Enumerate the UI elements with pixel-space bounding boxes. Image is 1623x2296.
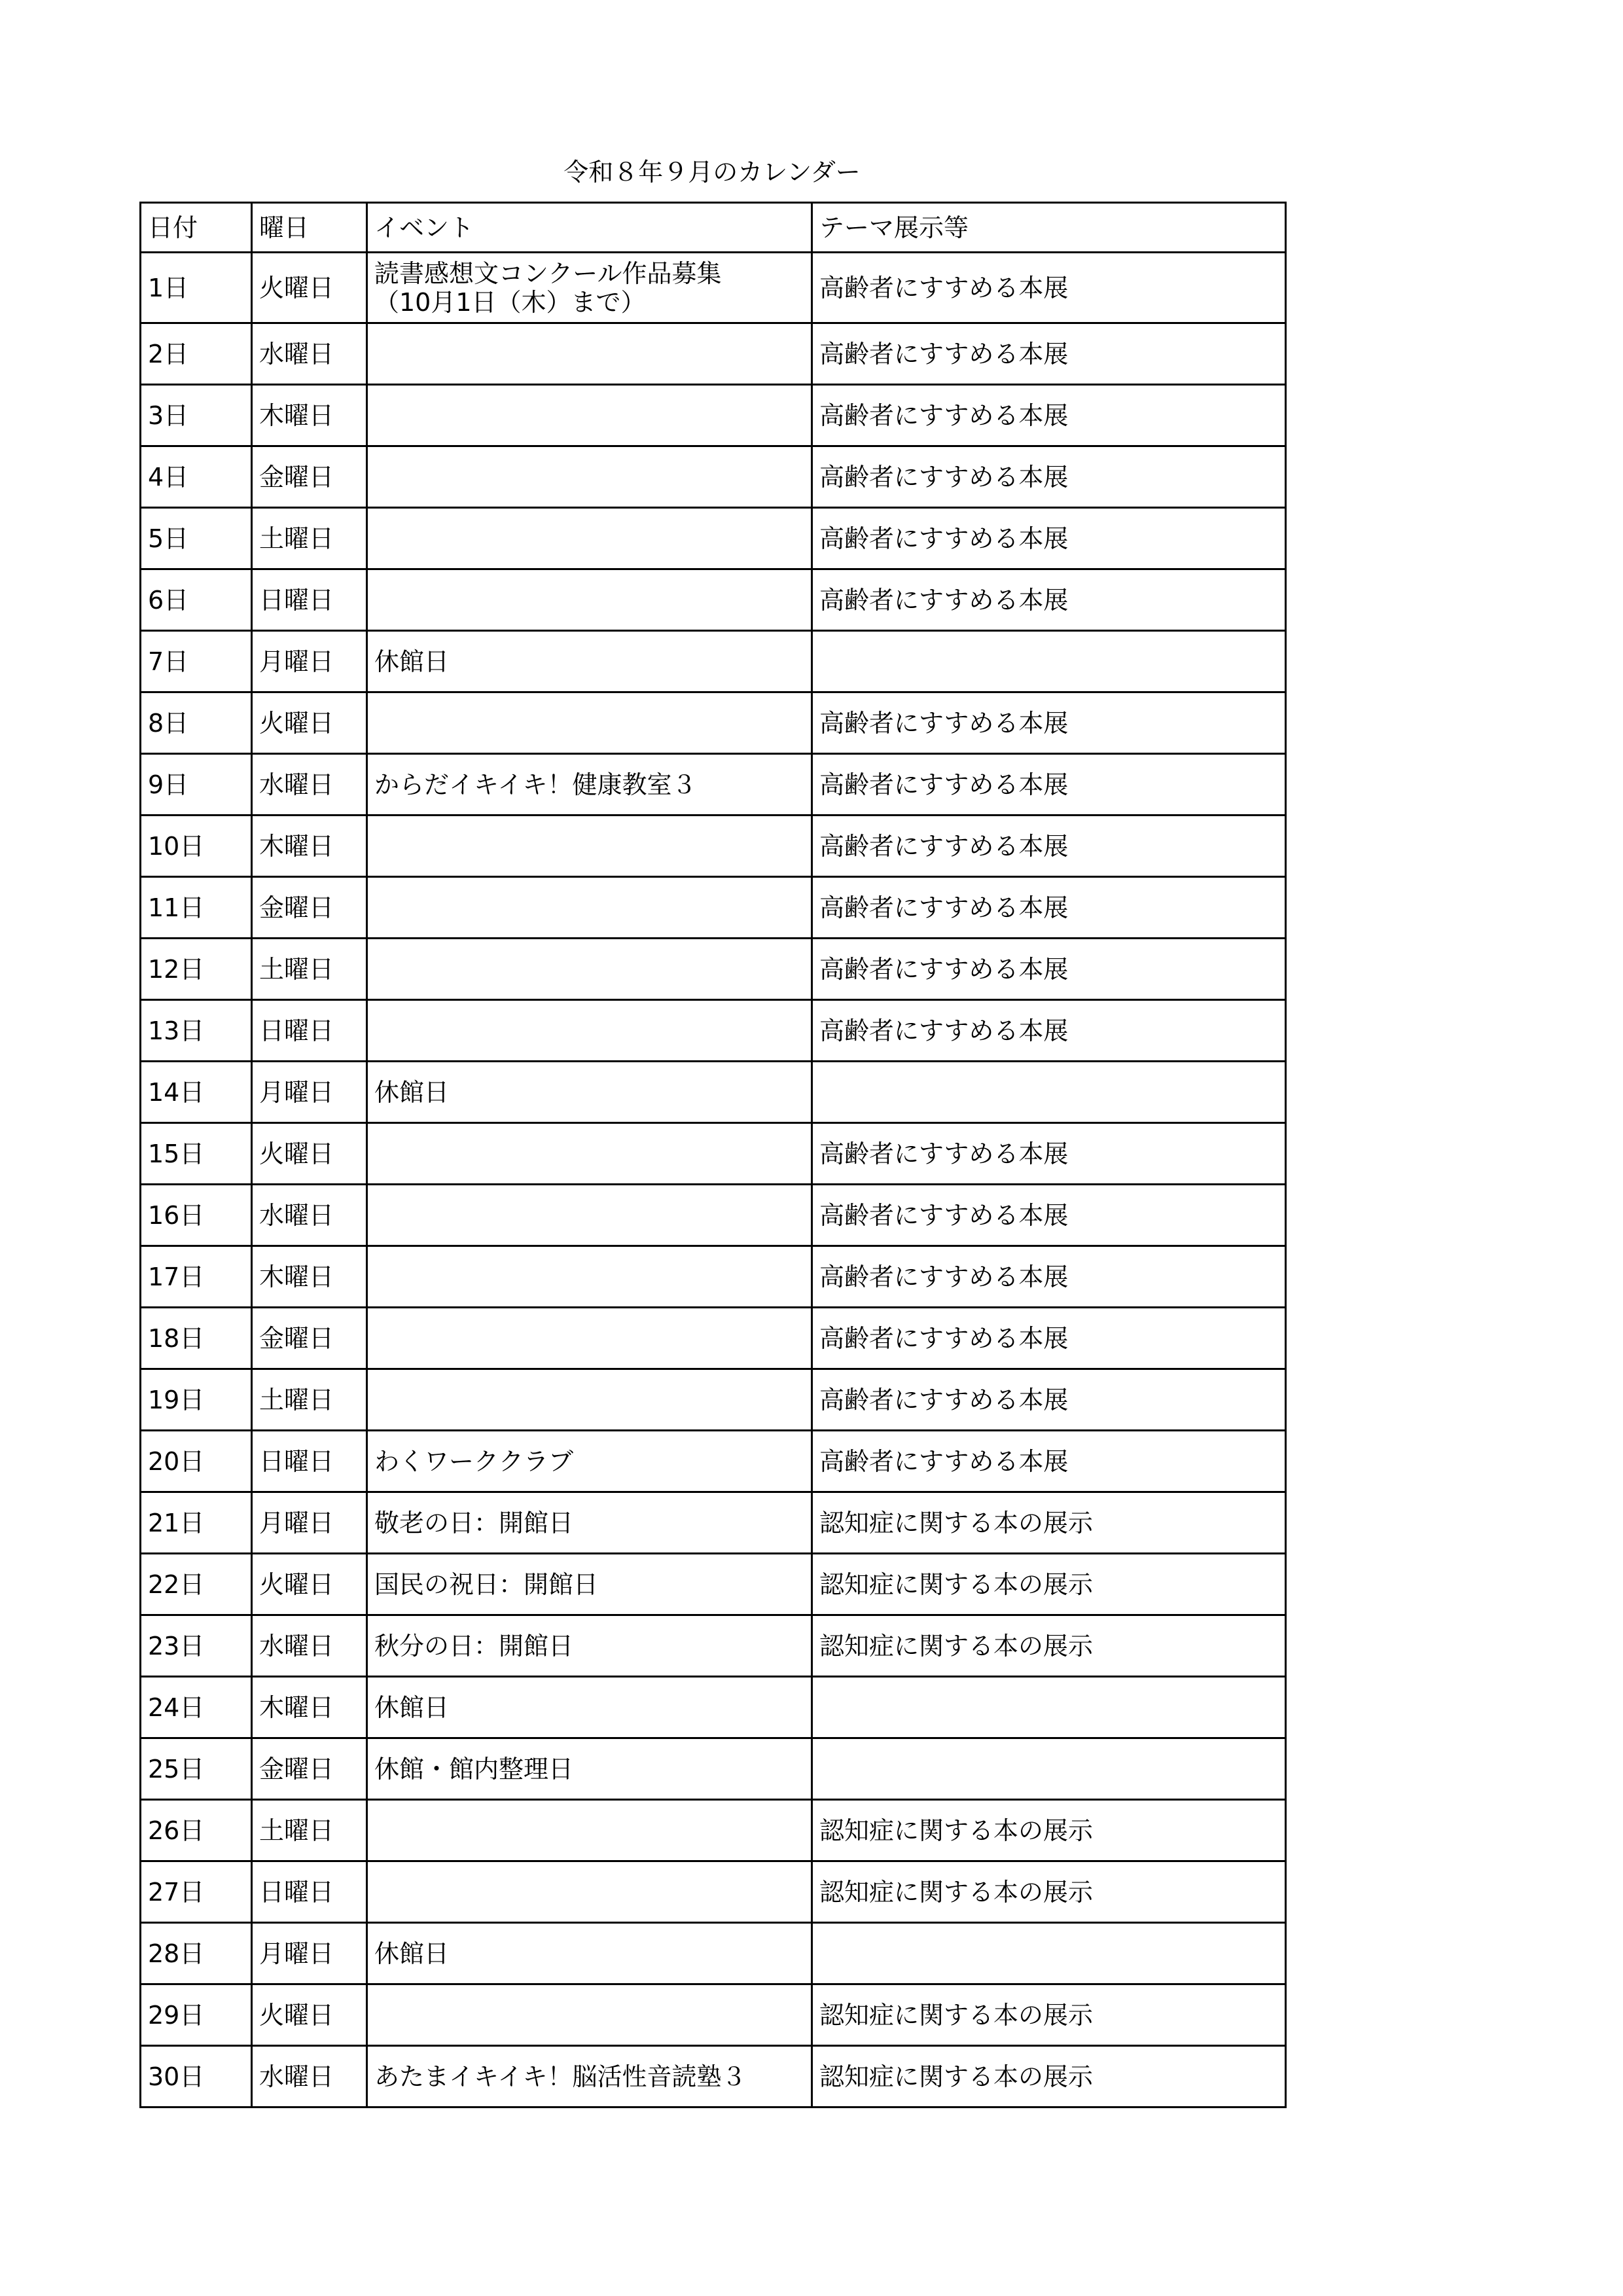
weekday-cell: 日曜日 bbox=[252, 1861, 367, 1923]
weekday-cell: 土曜日 bbox=[252, 939, 367, 1000]
table-row bbox=[141, 631, 1286, 692]
table-row bbox=[141, 1062, 1286, 1123]
weekday-cell: 木曜日 bbox=[252, 1246, 367, 1308]
weekday-cell: 火曜日 bbox=[252, 692, 367, 754]
header-date: 日付 bbox=[141, 203, 252, 253]
event-cell: からだイキイキ！健康教室３ bbox=[367, 754, 812, 816]
calendar-body bbox=[141, 253, 1286, 2108]
theme-cell: 高齢者にすすめる本展 bbox=[812, 1185, 1286, 1246]
table-row bbox=[141, 1185, 1286, 1246]
table-row bbox=[141, 1984, 1286, 2046]
event-cell: 休館日 bbox=[367, 631, 812, 692]
event-cell bbox=[367, 1308, 812, 1369]
weekday-cell: 土曜日 bbox=[252, 1369, 367, 1431]
theme-cell: 高齢者にすすめる本展 bbox=[812, 569, 1286, 631]
date-cell: 29日 bbox=[141, 1984, 252, 2046]
weekday-cell: 木曜日 bbox=[252, 816, 367, 877]
event-cell bbox=[367, 816, 812, 877]
event-cell: 休館・館内整理日 bbox=[367, 1738, 812, 1800]
theme-cell: 高齢者にすすめる本展 bbox=[812, 692, 1286, 754]
date-cell: 22日 bbox=[141, 1554, 252, 1615]
weekday-cell: 火曜日 bbox=[252, 1984, 367, 2046]
table-row bbox=[141, 1738, 1286, 1800]
date-cell: 23日 bbox=[141, 1615, 252, 1677]
weekday-cell: 水曜日 bbox=[252, 1615, 367, 1677]
theme-cell: 高齢者にすすめる本展 bbox=[812, 754, 1286, 816]
table-row bbox=[141, 508, 1286, 569]
theme-cell: 高齢者にすすめる本展 bbox=[812, 816, 1286, 877]
table-row bbox=[141, 1431, 1286, 1492]
event-cell bbox=[367, 1984, 812, 2046]
date-cell: 11日 bbox=[141, 877, 252, 939]
event-text-line-1: 読書感想文コンクール作品募集 bbox=[374, 259, 722, 288]
table-row bbox=[141, 1923, 1286, 1984]
date-cell: 4日 bbox=[141, 446, 252, 508]
calendar-table bbox=[139, 202, 1287, 2108]
weekday-cell: 金曜日 bbox=[252, 1308, 367, 1369]
date-cell: 14日 bbox=[141, 1062, 252, 1123]
table-row bbox=[141, 1554, 1286, 1615]
table-row bbox=[141, 1677, 1286, 1738]
event-text-line-2: （10月1日（木）まで） bbox=[374, 287, 646, 317]
table-row bbox=[141, 1800, 1286, 1861]
weekday-cell: 土曜日 bbox=[252, 508, 367, 569]
date-cell: 28日 bbox=[141, 1923, 252, 1984]
weekday-cell: 土曜日 bbox=[252, 1800, 367, 1861]
weekday-cell: 金曜日 bbox=[252, 446, 367, 508]
weekday-cell: 月曜日 bbox=[252, 1492, 367, 1554]
date-cell: 24日 bbox=[141, 1677, 252, 1738]
header-weekday: 曜日 bbox=[252, 203, 367, 253]
table-row bbox=[141, 569, 1286, 631]
theme-cell: 高齢者にすすめる本展 bbox=[812, 1431, 1286, 1492]
weekday-cell: 水曜日 bbox=[252, 1185, 367, 1246]
theme-cell: 高齢者にすすめる本展 bbox=[812, 1123, 1286, 1185]
event-cell bbox=[367, 1861, 812, 1923]
table-row bbox=[141, 1492, 1286, 1554]
table-row bbox=[141, 1615, 1286, 1677]
weekday-cell: 月曜日 bbox=[252, 1062, 367, 1123]
table-row bbox=[141, 692, 1286, 754]
table-row bbox=[141, 754, 1286, 816]
date-cell: 8日 bbox=[141, 692, 252, 754]
weekday-cell: 水曜日 bbox=[252, 323, 367, 385]
date-cell: 3日 bbox=[141, 385, 252, 446]
event-cell: 休館日 bbox=[367, 1923, 812, 1984]
table-header-row bbox=[141, 203, 1286, 253]
theme-cell: 認知症に関する本の展示 bbox=[812, 1554, 1286, 1615]
theme-cell: 高齢者にすすめる本展 bbox=[812, 1308, 1286, 1369]
theme-cell: 高齢者にすすめる本展 bbox=[812, 323, 1286, 385]
table-row bbox=[141, 323, 1286, 385]
weekday-cell: 木曜日 bbox=[252, 385, 367, 446]
event-cell: 秋分の日：開館日 bbox=[367, 1615, 812, 1677]
date-cell: 20日 bbox=[141, 1431, 252, 1492]
theme-cell: 高齢者にすすめる本展 bbox=[812, 446, 1286, 508]
date-cell: 25日 bbox=[141, 1738, 252, 1800]
theme-cell: 高齢者にすすめる本展 bbox=[812, 385, 1286, 446]
event-cell: わくワーククラブ bbox=[367, 1431, 812, 1492]
date-cell: 9日 bbox=[141, 754, 252, 816]
theme-cell: 高齢者にすすめる本展 bbox=[812, 939, 1286, 1000]
theme-cell: 認知症に関する本の展示 bbox=[812, 1615, 1286, 1677]
date-cell: 13日 bbox=[141, 1000, 252, 1062]
date-cell: 26日 bbox=[141, 1800, 252, 1861]
theme-cell: 認知症に関する本の展示 bbox=[812, 1492, 1286, 1554]
event-cell: 休館日 bbox=[367, 1677, 812, 1738]
theme-cell: 認知症に関する本の展示 bbox=[812, 1984, 1286, 2046]
event-cell bbox=[367, 385, 812, 446]
date-cell: 19日 bbox=[141, 1369, 252, 1431]
event-cell: あたまイキイキ！脳活性音読塾３ bbox=[367, 2046, 812, 2108]
theme-cell: 認知症に関する本の展示 bbox=[812, 1861, 1286, 1923]
theme-cell bbox=[812, 1738, 1286, 1800]
event-cell bbox=[367, 1185, 812, 1246]
date-cell: 30日 bbox=[141, 2046, 252, 2108]
event-cell bbox=[367, 253, 812, 323]
weekday-cell: 火曜日 bbox=[252, 253, 367, 323]
theme-cell: 高齢者にすすめる本展 bbox=[812, 1000, 1286, 1062]
table-row bbox=[141, 253, 1286, 323]
event-cell bbox=[367, 1123, 812, 1185]
event-cell: 国民の祝日：開館日 bbox=[367, 1554, 812, 1615]
event-cell bbox=[367, 508, 812, 569]
date-cell: 1日 bbox=[141, 253, 252, 323]
date-cell: 2日 bbox=[141, 323, 252, 385]
date-cell: 27日 bbox=[141, 1861, 252, 1923]
event-cell bbox=[367, 1800, 812, 1861]
event-cell bbox=[367, 446, 812, 508]
date-cell: 17日 bbox=[141, 1246, 252, 1308]
event-cell: 休館日 bbox=[367, 1062, 812, 1123]
weekday-cell: 火曜日 bbox=[252, 1123, 367, 1185]
theme-cell bbox=[812, 1062, 1286, 1123]
weekday-cell: 火曜日 bbox=[252, 1554, 367, 1615]
date-cell: 7日 bbox=[141, 631, 252, 692]
theme-cell: 高齢者にすすめる本展 bbox=[812, 1369, 1286, 1431]
table-row bbox=[141, 1308, 1286, 1369]
weekday-cell: 水曜日 bbox=[252, 2046, 367, 2108]
table-row bbox=[141, 446, 1286, 508]
theme-cell: 認知症に関する本の展示 bbox=[812, 1800, 1286, 1861]
table-row bbox=[141, 939, 1286, 1000]
table-row bbox=[141, 816, 1286, 877]
theme-cell: 高齢者にすすめる本展 bbox=[812, 253, 1286, 323]
table-row bbox=[141, 877, 1286, 939]
table-row bbox=[141, 1861, 1286, 1923]
date-cell: 6日 bbox=[141, 569, 252, 631]
table-row bbox=[141, 2046, 1286, 2108]
event-cell bbox=[367, 877, 812, 939]
date-cell: 10日 bbox=[141, 816, 252, 877]
theme-cell bbox=[812, 631, 1286, 692]
weekday-cell: 日曜日 bbox=[252, 1000, 367, 1062]
table-row bbox=[141, 1000, 1286, 1062]
theme-cell: 認知症に関する本の展示 bbox=[812, 2046, 1286, 2108]
page-title: 令和８年９月のカレンダー bbox=[563, 158, 861, 187]
theme-cell bbox=[812, 1923, 1286, 1984]
theme-cell: 高齢者にすすめる本展 bbox=[812, 1246, 1286, 1308]
event-cell bbox=[367, 939, 812, 1000]
table-row bbox=[141, 1369, 1286, 1431]
theme-cell: 高齢者にすすめる本展 bbox=[812, 508, 1286, 569]
date-cell: 18日 bbox=[141, 1308, 252, 1369]
date-cell: 21日 bbox=[141, 1492, 252, 1554]
event-cell bbox=[367, 1000, 812, 1062]
theme-cell: 高齢者にすすめる本展 bbox=[812, 877, 1286, 939]
weekday-cell: 金曜日 bbox=[252, 877, 367, 939]
date-cell: 12日 bbox=[141, 939, 252, 1000]
date-cell: 16日 bbox=[141, 1185, 252, 1246]
weekday-cell: 金曜日 bbox=[252, 1738, 367, 1800]
header-theme: テーマ展示等 bbox=[812, 203, 1286, 253]
date-cell: 5日 bbox=[141, 508, 252, 569]
event-cell bbox=[367, 1369, 812, 1431]
event-cell bbox=[367, 1246, 812, 1308]
header-event: イベント bbox=[367, 203, 812, 253]
event-cell bbox=[367, 569, 812, 631]
weekday-cell: 木曜日 bbox=[252, 1677, 367, 1738]
table-row bbox=[141, 385, 1286, 446]
table-row bbox=[141, 1123, 1286, 1185]
weekday-cell: 水曜日 bbox=[252, 754, 367, 816]
weekday-cell: 月曜日 bbox=[252, 631, 367, 692]
weekday-cell: 月曜日 bbox=[252, 1923, 367, 1984]
theme-cell bbox=[812, 1677, 1286, 1738]
event-cell bbox=[367, 692, 812, 754]
weekday-cell: 日曜日 bbox=[252, 569, 367, 631]
weekday-cell: 日曜日 bbox=[252, 1431, 367, 1492]
event-cell bbox=[367, 323, 812, 385]
table-row bbox=[141, 1246, 1286, 1308]
event-cell: 敬老の日：開館日 bbox=[367, 1492, 812, 1554]
date-cell: 15日 bbox=[141, 1123, 252, 1185]
